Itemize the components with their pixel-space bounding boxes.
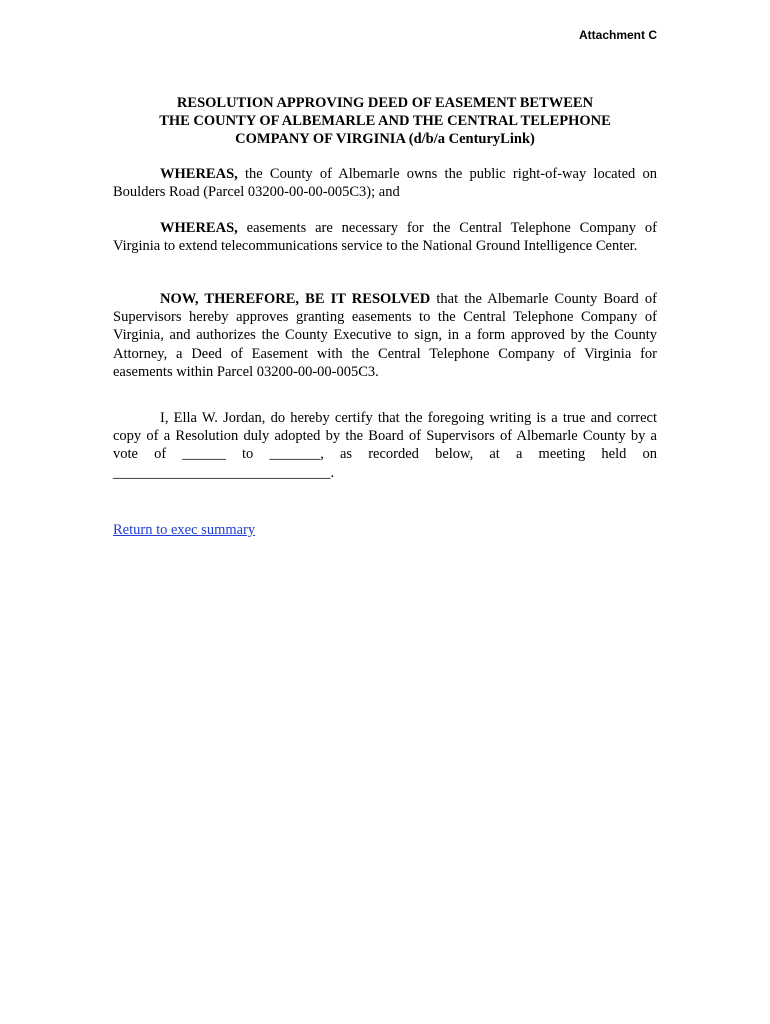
certification-end: . [330,464,335,481]
certification-text-1: I, Ella W. Jordan, do hereby certify that the foregoing writing is a true and correct copy of a Resolution duly adopted by the Board of Supervisors of Albemarle County by a vote of [113,410,657,463]
vote-against-blank: _______ [269,446,321,463]
title-line-1: RESOLUTION APPROVING DEED OF EASEMENT BETWEEN [176,95,594,111]
meeting-date-blank: ______________________________ [113,464,331,481]
certification-text-3: , as recorded below, at a meeting held on [320,446,658,463]
resolved-paragraph [113,290,657,381]
certification-text-2: to [225,446,270,463]
whereas-text-1: the County of Albemarle owns the public right-of-way located on Boulders Road (Parcel 03200-00-00-005C3); and [113,166,657,201]
resolved-text: that the Albemarle County Board of Supervisors hereby approves granting easements to the Central Telephone Company of Virginia, and authorizes the County Executive to sign, in a form approved by the County Attorney, a Deed of Easement with the Central Telephone Company of Virginia for easements within Parcel 03200-00-00-005C3. [113,291,657,380]
whereas-lead-1: WHEREAS, [160,166,238,182]
whereas-lead-2: WHEREAS, [160,220,238,236]
whereas-text-2: easements are necessary for the Central Telephone Company of Virginia to extend telecommunications service to the National Ground Intelligence Center. [113,220,657,255]
whereas-paragraph-2 [113,219,657,255]
resolution-title [113,94,657,148]
certification-paragraph [113,409,657,482]
return-to-exec-summary-link[interactable]: Return to exec summary [113,522,256,538]
resolved-lead: NOW, THEREFORE, BE IT RESOLVED [160,291,431,307]
vote-for-blank: ______ [182,446,226,463]
attachment-label: Attachment C [578,28,657,42]
title-line-2: THE COUNTY OF ALBEMARLE AND THE CENTRAL TELEPHONE [159,113,611,129]
whereas-paragraph-1 [113,165,657,201]
title-line-3: COMPANY OF VIRGINIA (d/b/a CenturyLink) [235,131,535,147]
